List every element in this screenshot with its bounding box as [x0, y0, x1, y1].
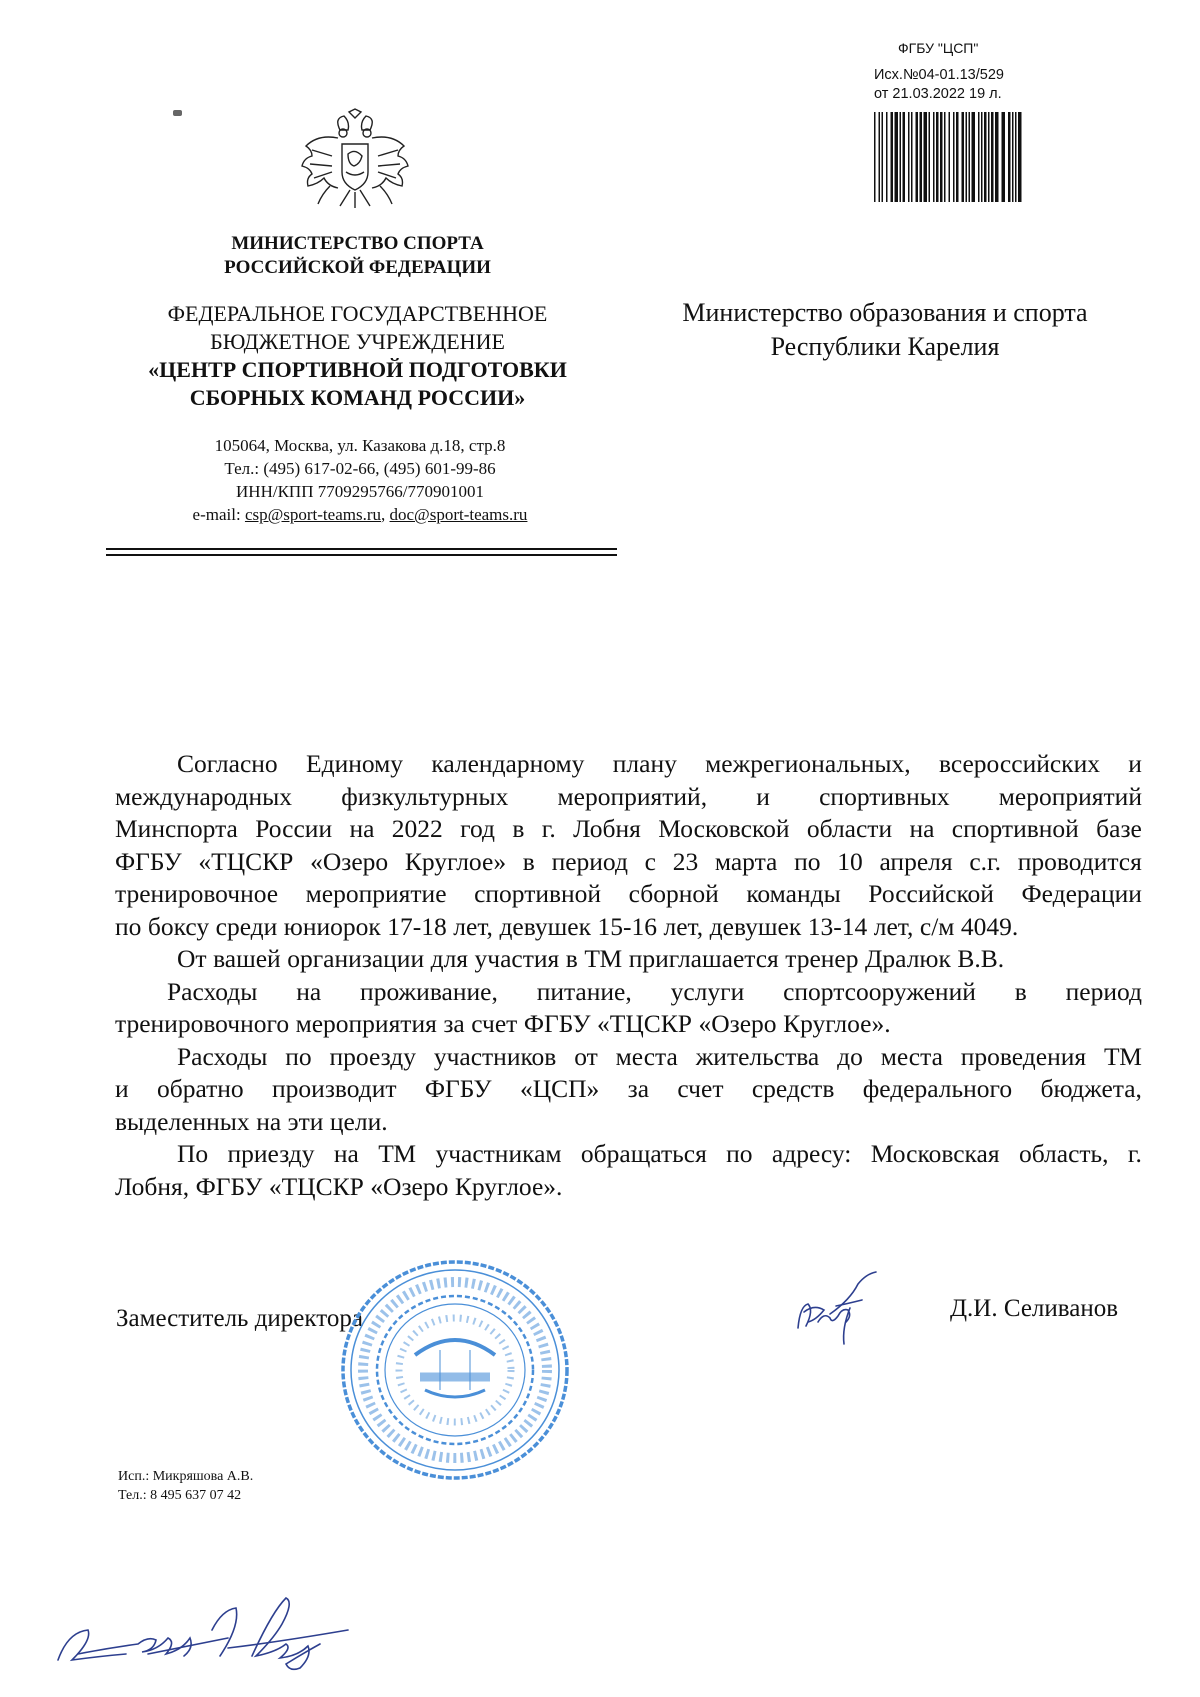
body-line: Расходы на проживание, питание, услуги спортсооружений в период [167, 976, 1142, 1006]
outgoing-date: от 21.03.2022 19 л. [874, 86, 1002, 102]
body-line: тренировочное мероприятие спортивной сборной команды Российской Федерации [115, 879, 1142, 908]
recipient-line-1: Министерство образования и спорта [682, 298, 1088, 327]
performer-block [118, 1467, 253, 1505]
institution-line-2: БЮДЖЕТНОЕ УЧРЕЖДЕНИЕ [210, 329, 505, 354]
institution-phone: Тел.: (495) 617-02-66, (495) 601-99-86 [224, 459, 496, 478]
body-line: ФГБУ «ТЦСКР «Озеро Круглое» в период с 23 марта по 10 апреля с.г. проводится [115, 846, 1142, 876]
signer-title: Заместитель директора [116, 1305, 363, 1332]
body-line: Расходы по проезду участников от места жительства до места проведения ТМ [177, 1041, 1142, 1071]
letter-body [115, 748, 1142, 1203]
institution-address: 105064, Москва, ул. Казакова д.18, стр.8 [214, 436, 506, 455]
recipient-line-2: Республики Карелия [770, 332, 1000, 361]
outgoing-number: Исх.№04-01.13/529 [874, 67, 1004, 83]
institution-line-1: ФЕДЕРАЛЬНОЕ ГОСУДАРСТВЕННОЕ [167, 301, 548, 326]
email-separator: , [381, 505, 386, 524]
body-line: От вашей организации для участия в ТМ приглашается тренер Дралюк В.В. [177, 944, 1005, 973]
body-line: по боксу среди юниорок 17-18 лет, девушек 15-16 лет, девушек 13-14 лет, с/м 4049. [115, 911, 1019, 941]
institution-inn: ИНН/КПП 7709295766/770901001 [236, 482, 484, 501]
body-line: По приезду на ТМ участникам обращаться по адресу: Московская область, г. [177, 1139, 1142, 1168]
body-line: международных физкультурных мероприятий, и спортивных мероприятий [115, 781, 1142, 811]
barcode [874, 112, 1022, 204]
email-label: e-mail: [192, 505, 241, 524]
email-link-csp[interactable]: csp@sport-teams.ru [244, 505, 381, 524]
performer-name: Исп.: Микряшова А.В. [118, 1469, 254, 1484]
ministry-name-line-1: МИНИСТЕРСТВО СПОРТА [231, 233, 484, 254]
coat-of-arms-emblem [300, 108, 410, 213]
scan-speck [173, 110, 182, 116]
body-line: тренировочного мероприятия за счет ФГБУ «ТЦСКР «Озеро Круглое». [115, 1009, 891, 1038]
performer-phone: Тел.: 8 495 637 07 42 [118, 1488, 242, 1503]
director-signature [790, 1268, 900, 1348]
body-line: выделенных на эти цели. [115, 1106, 388, 1136]
ministry-name-line-2: РОССИЙСКОЙ ФЕДЕРАЦИИ [224, 257, 491, 278]
handwritten-signature-bottom [52, 1590, 392, 1685]
registration-org: ФГБУ "ЦСП" [898, 40, 979, 56]
header-divider-thick [106, 548, 617, 550]
body-line: Лобня, ФГБУ «ТЦСКР «Озеро Круглое». [115, 1171, 563, 1201]
email-link-doc[interactable]: doc@sport-teams.ru [389, 505, 528, 524]
signer-name: Д.И. Селиванов [950, 1295, 1119, 1322]
institution-email [110, 503, 610, 526]
organization-round-seal [335, 1255, 575, 1485]
institution-line-3: «ЦЕНТР СПОРТИВНОЙ ПОДГОТОВКИ [148, 357, 567, 382]
body-line: Согласно Единому календарному плану межрегиональных, всероссийских и [177, 749, 1142, 778]
body-line: Минспорта России на 2022 год в г. Лобня Московской области на спортивной базе [115, 814, 1142, 843]
body-line: и обратно производит ФГБУ «ЦСП» за счет средств федерального бюджета, [115, 1074, 1142, 1103]
institution-line-4: СБОРНЫХ КОМАНД РОССИИ» [189, 385, 526, 410]
header-divider-thin [106, 554, 617, 556]
